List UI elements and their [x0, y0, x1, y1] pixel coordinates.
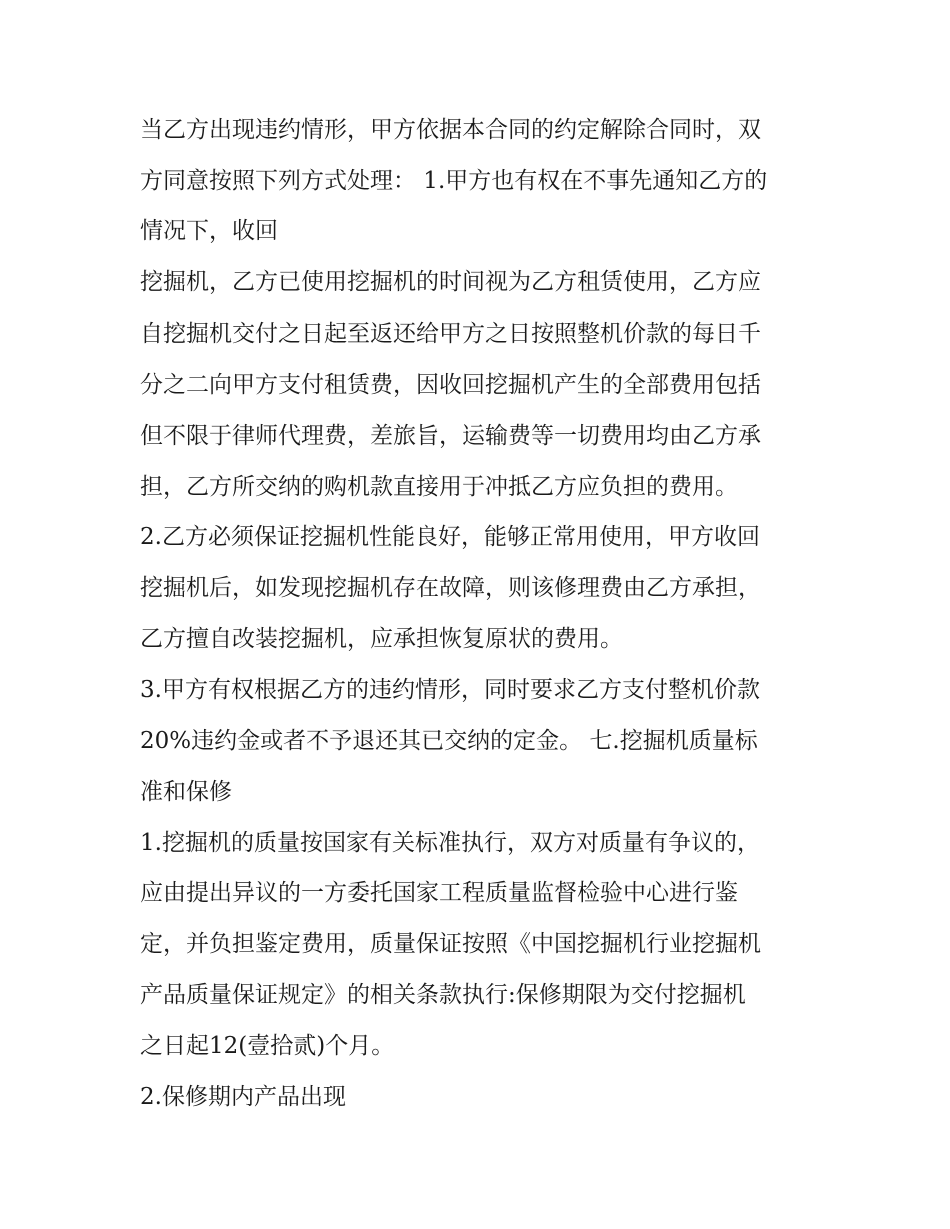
text-line: 情况下，收回 [140, 218, 278, 244]
text-line: 当乙方出现违约情形，甲方依据本合同的约定解除合同时，双 [140, 117, 761, 143]
text-line: 挖掘机，乙方已使用挖掘机的时间视为乙方租赁使用，乙方应 [140, 269, 761, 295]
text-line: 产品质量保证规定》的相关条款执行:保修期限为交付挖掘机 [140, 982, 746, 1008]
text-line: 2.保修期内产品出现 [140, 1084, 346, 1110]
text-line: 应由提出异议的一方委托国家工程质量监督检验中心进行鉴 [140, 880, 738, 906]
text-line: 3.甲方有权根据乙方的违约情形，同时要求乙方支付整机价款 [140, 677, 760, 703]
text-line: 分之二向甲方支付租赁费，因收回挖掘机产生的全部费用包括 [140, 372, 761, 398]
text-line: 但不限于律师代理费，差旅旨，运输费等一切费用均由乙方承 [140, 423, 761, 449]
text-line: 乙方擅自改装挖掘机，应承担恢复原状的费用。 [140, 626, 623, 652]
text-line: 自挖掘机交付之日起至返还给甲方之日按照整机价款的每日千 [140, 321, 761, 347]
text-line: 20%违约金或者不予退还其已交纳的定金。 七.挖掘机质量标 [140, 728, 758, 754]
text-line: 准和保修 [140, 779, 232, 805]
text-line: 2.乙方必须保证挖掘机性能良好，能够正常用使用，甲方收回 [140, 524, 760, 550]
text-line: 担，乙方所交纳的购机款直接用于冲抵乙方应负担的费用。 [140, 474, 738, 500]
text-line: 1.挖掘机的质量按国家有关标准执行，双方对质量有争议的， [140, 830, 760, 856]
text-line: 定，并负担鉴定费用，质量保证按照《中国挖掘机行业挖掘机 [140, 931, 761, 957]
text-line: 之日起12(壹拾贰)个月。 [140, 1033, 395, 1059]
text-line: 挖掘机后，如发现挖掘机存在故障，则该修理费由乙方承担， [140, 575, 761, 601]
text-line: 方同意按照下列方式处理： 1.甲方也有权在不事先通知乙方的 [140, 168, 768, 194]
